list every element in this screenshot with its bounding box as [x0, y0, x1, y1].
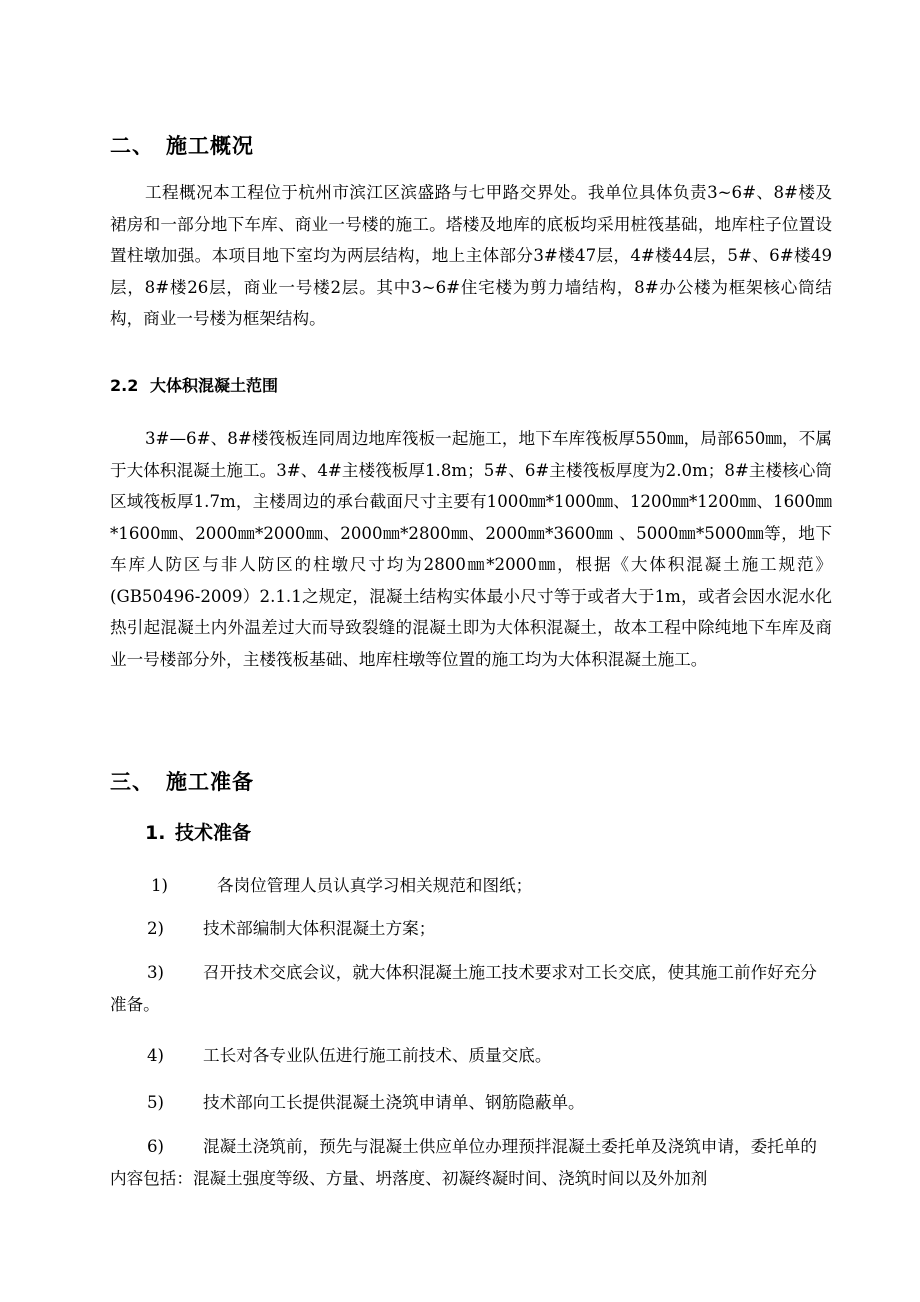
list-item [110, 1131, 832, 1194]
list-item-number: 5) [147, 1093, 165, 1112]
section-number: 二、 [110, 134, 154, 158]
section-heading-2 [110, 130, 254, 160]
list-item-number: 4) [147, 1046, 165, 1065]
list-item-text: 混凝土浇筑前，预先与混凝土供应单位办理预拌混凝土委托单及浇筑申请，委托单的内容包括：混凝土强度等级、方量、坍落度、初凝终凝时间、浇筑时间以及外加剂 [110, 1137, 817, 1188]
list-item [110, 1087, 832, 1119]
subsection-heading-technical-prep [145, 818, 251, 845]
subsection-number: 1. [145, 822, 166, 844]
list-item-number: 2) [147, 919, 165, 938]
list-item-text: 技术部编制大体积混凝土方案； [203, 919, 436, 938]
overview-paragraph: 工程概况本工程位于杭州市滨江区滨盛路与七甲路交界处。我单位具体负责3~6#、8#楼及裙房和一部分地下车库、商业一号楼的施工。塔楼及地库的底板均采用桩筏基础，地库柱子位置设置柱墩加强。本项目地下室均为两层结构，地上主体部分3#楼47层，4#楼44层，5#、6#楼49层，8#楼26层，商业一号楼2层。其中3~6#住宅楼为剪力墙结构，8#办公楼为框架核心筒结构，商业一号楼为框架结构。 [110, 183, 832, 328]
section-title: 施工概况 [166, 134, 254, 158]
list-item-number: 3) [147, 963, 165, 982]
list-item-text: 召开技术交底会议，就大体积混凝土施工技术要求对工长交底，使其施工前作好充分准备。 [110, 963, 817, 1014]
list-item [110, 1040, 832, 1072]
list-item [110, 913, 832, 945]
subsection-title: 大体积混凝土范围 [150, 376, 279, 395]
section-number: 三、 [110, 770, 154, 794]
list-item-text: 各岗位管理人员认真学习相关规范和图纸； [217, 876, 533, 895]
section-title: 施工准备 [166, 770, 254, 794]
section-heading-3 [110, 766, 254, 796]
list-item [110, 957, 832, 1020]
subsection-heading-2-2 [110, 373, 278, 396]
list-item-text: 技术部向工长提供混凝土浇筑申请单、钢筋隐蔽单。 [203, 1093, 585, 1112]
list-item [110, 870, 832, 902]
list-item-number: 6) [147, 1137, 165, 1156]
subsection-number: 2.2 [110, 376, 139, 395]
mass-concrete-scope-paragraph: 3#—6#、8#楼筏板连同周边地库筏板一起施工，地下车库筏板厚550㎜，局部650㎜，不属于大体积混凝土施工。3#、4#主楼筏板厚1.8m；5#、6#主楼筏板厚度为2.0m；8#主楼核心筒区域筏板厚1.7m，主楼周边的承台截面尺寸主要有1000㎜*1000㎜、1200㎜*1200㎜、1600㎜*1600㎜、2000㎜*2000㎜、2000㎜*2800㎜、2000㎜*3600㎜ 、5000㎜*5000㎜等，地下车库人防区与非人防区的柱墩尺寸均为2800㎜*2000㎜，根据《大体积混凝土施工规范》(GB50496-2009）2.1.1之规定，混凝土结构实体最小尺寸等于或者大于1m，或者会因水泥水化热引起混凝土内外温差过大而导致裂缝的混凝土即为大体积混凝土，故本工程中除纯地下车库及商业一号楼部分外，主楼筏板基础、地库柱墩等位置的施工均为大体积混凝土施工。 [110, 429, 832, 669]
list-item-text: 工长对各专业队伍进行施工前技术、质量交底。 [203, 1046, 552, 1065]
subsection-title: 技术准备 [175, 822, 252, 844]
list-item-number: 1) [151, 876, 169, 895]
